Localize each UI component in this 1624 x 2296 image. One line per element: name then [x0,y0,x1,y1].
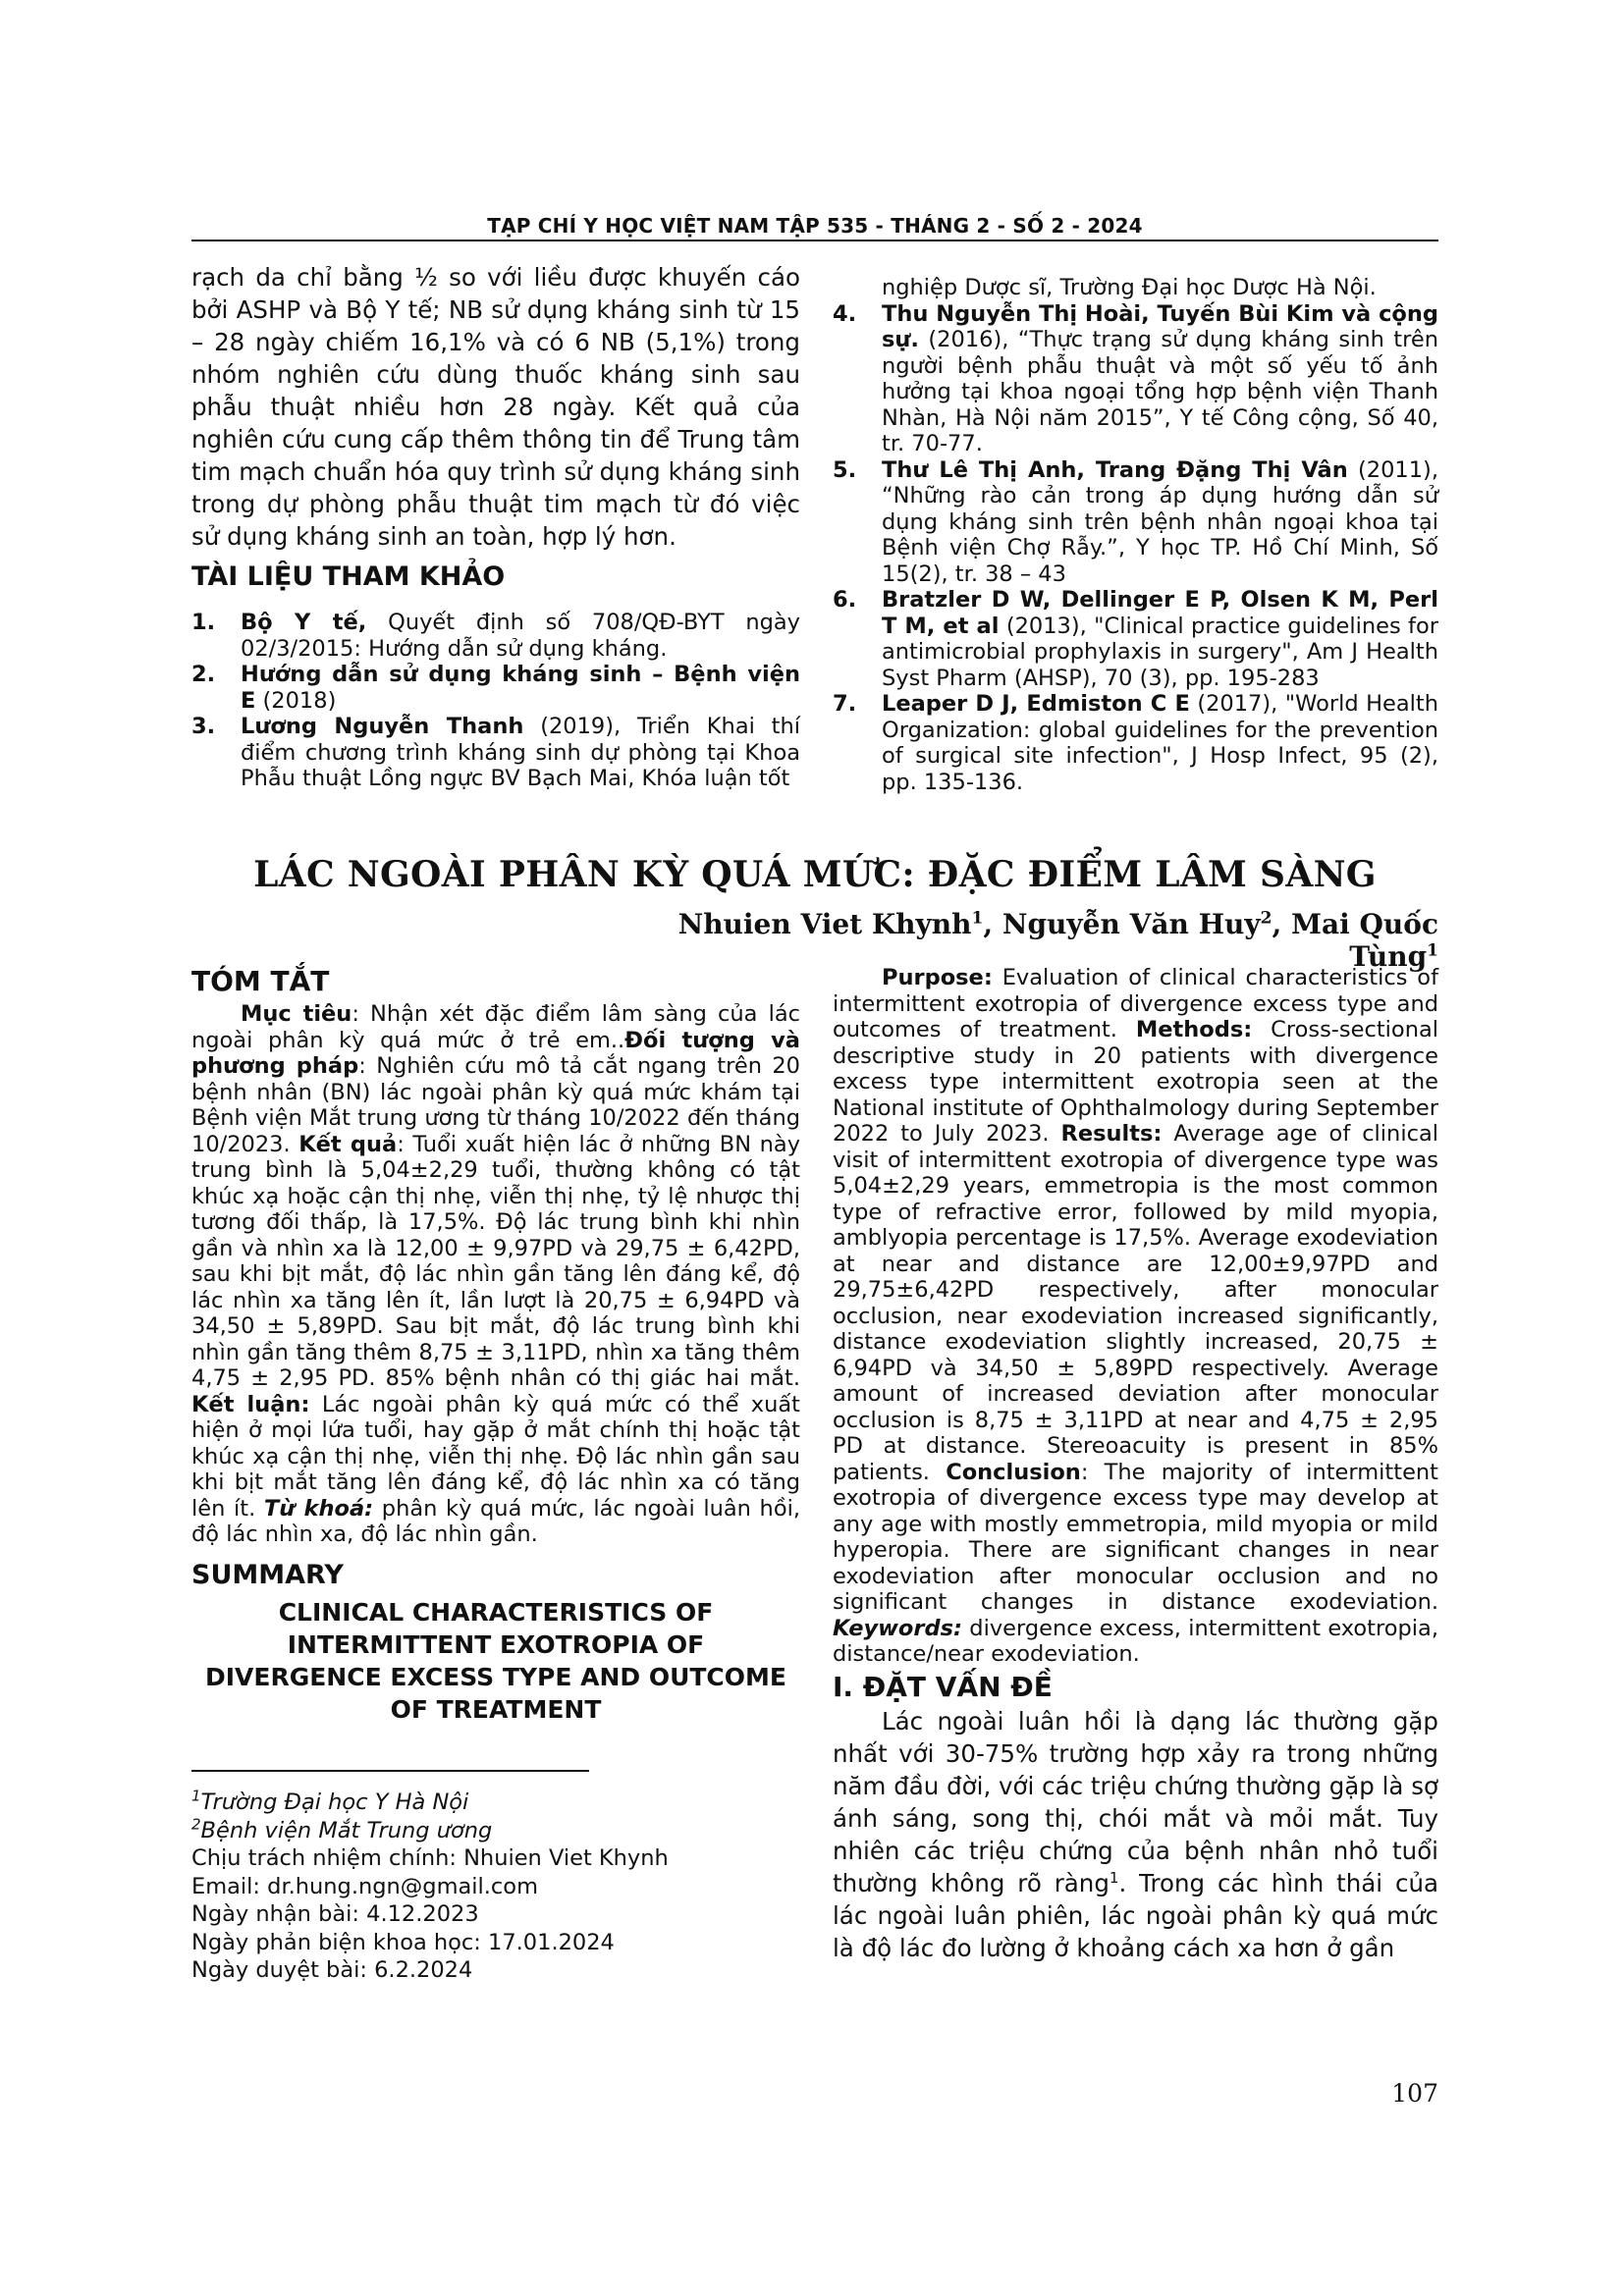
references-right [833,275,1438,795]
author-name: Nguyễn Văn Huy [1001,908,1261,940]
tomtat-body: Mục tiêu: Nhận xét đặc điểm lâm sàng của lác ngoài phân kỳ quá mức ở trẻ em..Đối tượng và phương pháp: Nghiên cứu mô tả cắt ngang trên 20 bệnh nhân (BN) lác ngoài phân kỳ quá mức khám tại Bệnh viện Mắt trung ương từ tháng 10/2022 đến tháng 10/2023. Kết quả: Tuổi xuất hiện lác ở những BN này trung bình là 5,04±2,29 tuổi, thường không có tật khúc xạ hoặc cận thị nhẹ, viễn thị nhẹ, tỷ lệ nhược thị tương đối thấp, là 17,5%. Độ lác trung bình khi nhìn gần và nhìn xa là 12,00 ± 9,97PD và 29,75 ± 6,42PD, sau khi bịt mắt, độ lác nhìn gần tăng lên đáng kể, độ lác nhìn xa tăng lên ít, lần lượt là 20,75 ± 6,94PD và 34,50 ± 5,89PD. Sau bịt mắt, độ lác trung bình khi nhìn gần tăng thêm 8,75 ± 3,11PD, nhìn xa tăng thêm 4,75 ± 2,95 PD. 85% bệnh nhân có thị giác hai mắt. Kết luận: Lác ngoài phân kỳ quá mức có thể xuất hiện ở mọi lứa tuổi, hay gặp ở mắt chính thị hoặc tật khúc xạ cận thị nhẹ, viễn thị nhẹ. Độ lác nhìn gần sau khi bịt mắt tăng lên đáng kể, độ lác nhìn xa có tăng lên ít. Từ khoá: phân kỳ quá mức, lác ngoài luân hồi, độ lác nhìn xa, độ lác nhìn gần. [191,1001,801,1547]
article-title: LÁC NGOÀI PHÂN KỲ QUÁ MỨC: ĐẶC ĐIỂM LÂM SÀNG [253,854,1377,895]
tomtat-heading: TÓM TẮT [191,965,330,997]
author-name: Mai Quốc Tùng [1291,908,1438,973]
conclusion-paragraph: rạch da chỉ bằng ½ so với liều được khuyến cáo bởi ASHP và Bộ Y tế; NB sử dụng kháng sinh từ 15 – 28 ngày chiếm 16,1% và có 6 NB (5,1%) trong nhóm nghiên cứu dùng thuốc kháng sinh sau phẫu thuật nhiều hơn 28 ngày. Kết quả của nghiên cứu cung cấp thêm thông tin để Trung tâm tim mạch chuẩn hóa quy trình sử dụng kháng sinh trong dự phòng phẫu thuật tim mạch từ đó việc sử dụng kháng sinh an toàn, hợp lý hơn. [191,263,800,551]
page-number: 107 [1391,2079,1438,2108]
received-date: Ngày nhận bài: 4.12.2023 [191,1901,479,1927]
summary-heading: SUMMARY [191,1559,344,1590]
intro-heading: I. ĐẶT VẤN ĐỀ [833,1671,1053,1703]
reference-item: 2. Hướng dẫn sử dụng kháng sinh – Bệnh viện E (2018) [191,662,800,714]
email: Email: dr.hung.ngn@gmail.com [191,1873,538,1899]
summary-title: CLINICAL CHARACTERISTICS OF INTERMITTENT EXOTROPIA OF DIVERGENCE EXCESS TYPE AND OUTCOME OF TREATMENT [204,1597,786,1724]
reference-item: 4. Thu Nguyễn Thị Hoài, Tuyến Bùi Kim và cộng sự. (2016), “Thực trạng sử dụng kháng sinh trên người bệnh phẫu thuật và một số yếu tố ảnh hưởng tại khoa ngoại tổng hợp bệnh viện Thanh Nhàn, Hà Nội năm 2015”, Y tế Công cộng, Số 40, tr. 70-77. [833,300,1438,456]
footnotes [191,1789,800,1985]
review-date: Ngày phản biện khoa học: 17.01.2024 [191,1929,615,1955]
reference-continuation: nghiệp Dược sĩ, Trường Đại học Dược Hà Nội. [882,275,1377,300]
introduction-section [833,1671,1438,1964]
footnote-rule [191,1770,589,1772]
affiliation-2: $^2$Bệnh viện Mắt Trung ương [191,1815,493,1843]
references-left [191,610,800,792]
reference-item: 6. Bratzler D W, Dellinger E P, Olsen K M, Perl T M, et al (2013), "Clinical practice guidelines for antimicrobial prophylaxis in surgery", Am J Health Syst Pharm (AHSP), 70 (3), pp. 195-283 [833,587,1438,691]
journal-header: TẠP CHÍ Y HỌC VIỆT NAM TẬP 535 - THÁNG 2 - SỐ 2 - 2024 [487,214,1143,238]
intro-paragraph: Lác ngoài luân hồi là dạng lác thường gặp nhất với 30-75% trường hợp xảy ra trong những năm đầu đời, với các triệu chứng thường gặp là sợ ánh sáng, song thị, chói mắt và mỏi mắt. Tuy nhiên các triệu chứng của bệnh nhân nhỏ tuổi thường không rõ ràng$^1$. Trong các hình thái của lác ngoài luân phiên, lác ngoài phân kỳ quá mức là độ lác đo lường ở khoảng cách xa hơn ở gần [833,1707,1438,1962]
reference-item: 7. Leaper D J, Edmiston C E (2017), "World Health Organization: global guidelines for the prevention of surgical site infection", J Hosp Infect, 95 (2), pp. 135-136. [833,691,1438,795]
references-heading: TÀI LIỆU THAM KHẢO [191,561,506,592]
vietnamese-abstract [191,965,800,1726]
responsible-author: Chịu trách nhiệm chính: Nhuien Viet Khynh [191,1845,669,1871]
author-name: Nhuien Viet Khynh [677,908,972,940]
article-authors: Nhuien Viet Khynh$^1$, Nguyễn Văn Huy$^2$, Mai Quốc Tùng$^1$ [677,908,1438,973]
accepted-date: Ngày duyệt bài: 6.2.2024 [191,1957,473,1983]
header-rule [191,240,1438,241]
reference-item: 1. Bộ Y tế, Quyết định số 708/QĐ-BYT ngày 02/3/2015: Hướng dẫn sử dụng kháng. [191,610,800,662]
reference-item: 3. Lương Nguyễn Thanh (2019), Triển Khai thí điểm chương trình kháng sinh dự phòng tại Khoa Phẫu thuật Lồng ngực BV Bạch Mai, Khóa luận tốt [191,714,800,791]
left-column-top [191,261,800,593]
english-abstract: Purpose: Evaluation of clinical characteristics of intermittent exotropia of divergence excess type and outcomes of treatment. Methods: Cross-sectional descriptive study in 20 patients with divergence excess type intermittent exotropia seen at the National institute of Ophthalmology during September 2022 to July 2023. Results: Average age of clinical visit of intermittent exotropia of divergence type was 5,04±2,29 years, emmetropia is the most common type of refractive error, followed by mild myopia, amblyopia percentage is 17,5%. Average exodeviation at near and distance are 12,00±9,97PD and 29,75±6,42PD respectively, after monocular occlusion, near exodeviation increased significantly, distance exodeviation slightly increased, 20,75 ± 6,94PD và 34,50 ± 5,89PD respectively. Average amount of increased deviation after monocular occlusion is 8,75 ± 3,11PD at near and 4,75 ± 2,95 PD at distance. Stereoacuity is present in 85% patients. Conclusion: The majority of intermittent exotropia of divergence excess type may develop at any age with mostly emmetropia, mild myopia or mild hyperopia. There are significant changes in near exodeviation after monocular occlusion and no significant changes in distance exodeviation. Keywords: divergence excess, intermittent exotropia, distance/near exodeviation. [833,965,1438,1667]
reference-item: 5. Thư Lê Thị Anh, Trang Đặng Thị Vân (2011), “Những rào cản trong áp dụng hướng dẫn sử dụng kháng sinh trên bệnh nhân ngoại khoa tại Bệnh viện Chợ Rẫy.”, Y học TP. Hồ Chí Minh, Số 15(2), tr. 38 – 43 [833,456,1438,587]
affiliation-1: $^1$Trường Đại học Y Hà Nội [191,1787,469,1815]
